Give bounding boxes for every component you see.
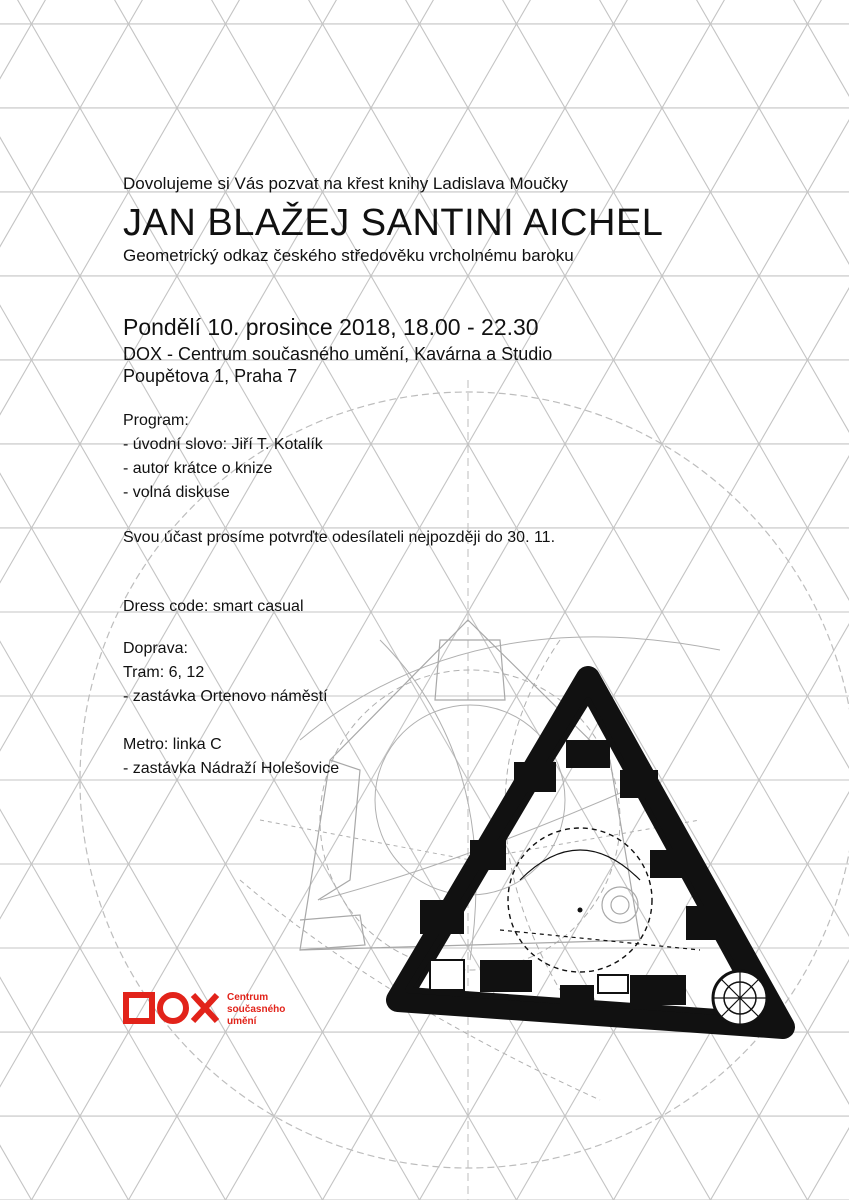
dress-code: Dress code: smart casual [123, 598, 304, 615]
book-title: JAN BLAŽEJ SANTINI AICHEL [123, 202, 664, 244]
transport-section [123, 637, 328, 709]
rsvp-note: Svou účast prosíme potvrďte odesílateli nejpozději do 30. 11. [123, 529, 556, 546]
event-date-time: Pondělí 10. prosince 2018, 18.00 - 22.30 [123, 314, 539, 340]
invitation-intro: Dovolujeme si Vás pozvat na křest knihy Ladislava Moučky [123, 174, 569, 193]
program-item: - volná diskuse [123, 484, 230, 501]
dox-logo [123, 992, 286, 1036]
tram-stop: - zastávka Ortenovo náměstí [123, 688, 328, 705]
transport-heading: Doprava: [123, 640, 188, 657]
book-subtitle: Geometrický odkaz českého středověku vrcholnému baroku [123, 246, 574, 265]
metro-stop: - zastávka Nádraží Holešovice [123, 760, 340, 777]
event-address: Poupětova 1, Praha 7 [123, 366, 298, 386]
metro-line: Metro: linka C [123, 736, 222, 753]
program-section [123, 409, 323, 505]
program-item: - úvodní slovo: Jiří T. Kotalík [123, 436, 323, 453]
dox-logo-text: Centrum současného umění [227, 992, 286, 1027]
church-floor-plan [398, 678, 783, 1027]
dox-logo-icon [123, 992, 221, 1026]
program-heading: Program: [123, 412, 189, 429]
metro-section [123, 733, 339, 781]
tram-lines: Tram: 6, 12 [123, 664, 205, 681]
event-venue: DOX - Centrum současného umění, Kavárna a Studio [123, 344, 553, 364]
program-item: - autor krátce o knize [123, 460, 273, 477]
